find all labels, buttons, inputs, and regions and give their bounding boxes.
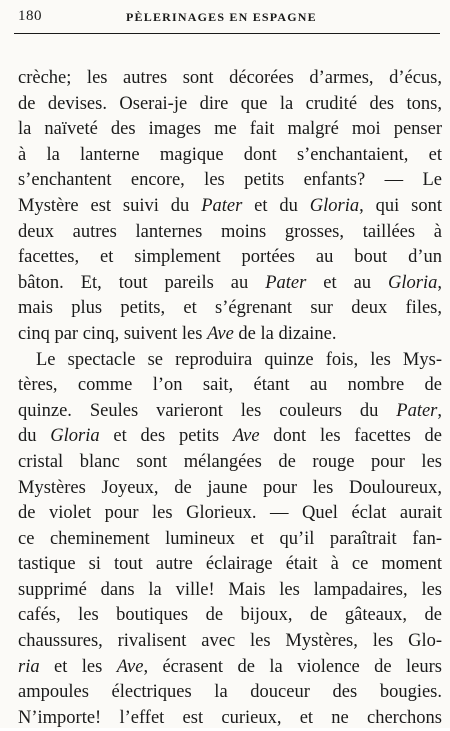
text-line: Le spectacle se reproduira quinze fois, les Mys- bbox=[36, 349, 442, 370]
text-line: ria et les Ave, écrasent de la violence de leurs bbox=[18, 656, 443, 677]
text-line: deux autres lanternes moins grosses, taillées à bbox=[18, 221, 442, 242]
text-line: cinq par cinq, suivent les Ave de la dizaine. bbox=[18, 323, 337, 344]
text-line: du Gloria et des petits Ave dont les facettes de bbox=[18, 426, 443, 447]
text-line: de devises. Oserai-je dire que la crudité des tons, bbox=[18, 93, 442, 114]
text-line: bâton. Et, tout pareils au Pater et au Gloria, bbox=[18, 272, 442, 293]
text-line: Mystères Joyeux, de jaune pour les Douloureux, bbox=[18, 477, 442, 498]
text-line: Mystère est suivi du Pater et du Gloria, qui sont bbox=[18, 195, 443, 216]
text-line: s’enchantent encore, les petits enfants? — Le bbox=[18, 170, 442, 191]
running-title: PÈLERINAGES EN ESPAGNE bbox=[126, 10, 317, 24]
text-line: supprimé dans la ville! Mais les lampadaires, les bbox=[18, 579, 442, 600]
body-text bbox=[18, 66, 442, 731]
text-line: ce cheminement lumineux et qu’il paraîtrait fan- bbox=[18, 528, 442, 549]
text-line: ampoules électriques la douceur des bougies. bbox=[18, 682, 442, 703]
text-line: cafés, les boutiques de bijoux, de gâteaux, de bbox=[18, 605, 442, 626]
text-line: de violet pour les Glorieux. — Quel éclat aurait bbox=[18, 503, 442, 524]
text-line: quinze. Seules varieront les couleurs du Pater, bbox=[18, 400, 442, 421]
text-line: N’importe! l’effet est curieux, et ne cherchons bbox=[18, 707, 442, 728]
running-head bbox=[18, 8, 440, 30]
page-number: 180 bbox=[18, 8, 42, 24]
text-line: mais plus petits, et s’égrenant sur deux files, bbox=[18, 298, 442, 319]
text-line: cristal blanc sont mélangées de rouge pour les bbox=[18, 451, 442, 472]
text-line: à la lanterne magique dont s’enchantaient, et bbox=[18, 144, 442, 165]
header-rule bbox=[14, 33, 440, 34]
text-line: crèche; les autres sont décorées d’armes, d’écus, bbox=[18, 68, 442, 88]
text-line: la naïveté des images me fait malgré moi penser bbox=[18, 119, 442, 140]
text-line: facettes, et simplement portées au bout d’un bbox=[18, 247, 442, 268]
text-line: chaussures, rivalisent avec les Mystères, les Glo- bbox=[18, 631, 442, 652]
text-line: tères, comme l’on sait, étant au nombre de bbox=[18, 375, 442, 396]
text-line: tastique si tout autre éclairage était à ce moment bbox=[18, 554, 442, 575]
